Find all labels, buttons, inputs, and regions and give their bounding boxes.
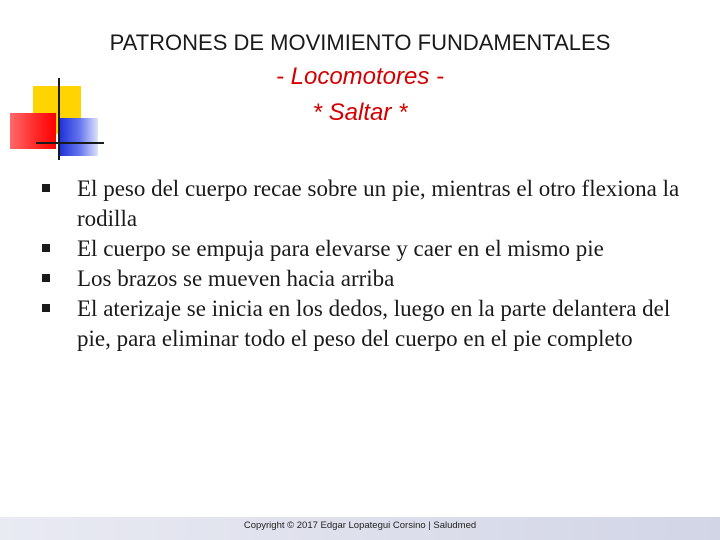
- slide-subtitle-category: - Locomotores -: [275, 63, 445, 90]
- square-bullet-icon: [42, 304, 50, 312]
- bullet-item: [42, 234, 682, 264]
- bullet-text: El peso del cuerpo recae sobre un pie, mientras el otro flexiona la rodilla: [77, 176, 680, 231]
- slide-title: PATRONES DE MOVIMIENTO FUNDAMENTALES: [109, 30, 611, 55]
- square-bullet-icon: [42, 184, 50, 192]
- horizontal-line-decoration: [36, 142, 104, 144]
- bullet-list: [42, 174, 682, 354]
- bullet-text: El cuerpo se empuja para elevarse y caer en el mismo pie: [77, 236, 604, 261]
- square-bullet-icon: [42, 274, 50, 282]
- bullet-item: [42, 294, 682, 354]
- square-bullet-icon: [42, 244, 50, 252]
- slide-subtitle-skill: * Saltar *: [312, 99, 408, 126]
- bullet-text: El aterizaje se inicia en los dedos, luego en la parte delantera del pie, para eliminar todo el peso del cuerpo en el pie completo: [77, 296, 671, 351]
- bullet-item: [42, 264, 682, 294]
- copyright-notice: Copyright © 2017 Edgar Lopategui Corsino | Saludmed: [243, 520, 477, 531]
- bullet-text: Los brazos se mueven hacia arriba: [77, 266, 395, 291]
- bullet-item: [42, 174, 682, 234]
